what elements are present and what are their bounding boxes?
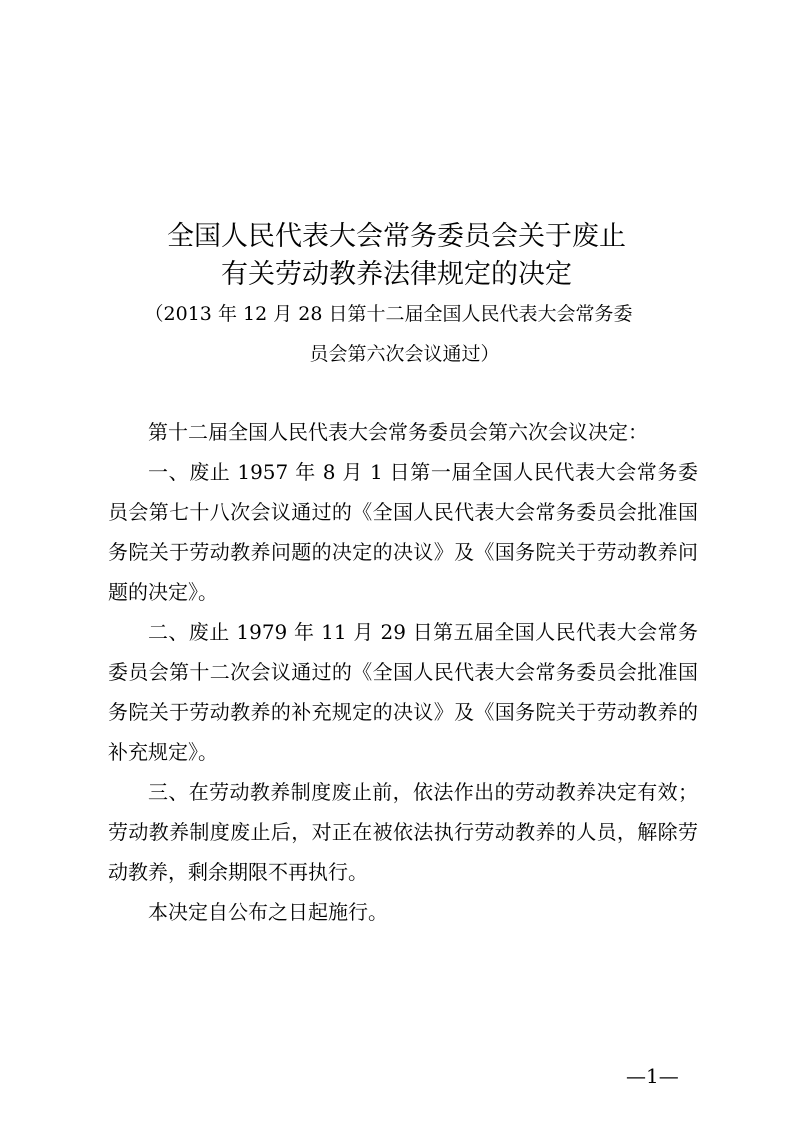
paragraph-effective-date: 本决定自公布之日起施行。 (148, 900, 388, 924)
document-title-line-1: 全国人民代表大会常务委员会关于废止 (167, 221, 626, 252)
document-title-line-2: 有关劳动教养法律规定的决定 (221, 259, 572, 290)
paragraph-item-3: 三、在劳动教养制度废止前，依法作出的劳动教养决定有效；劳动教养制度废止后，对正在被依法执行劳动教养的人员，解除劳动教养，剩余期限不再执行。 (108, 780, 698, 884)
page-number: —1— (626, 1064, 679, 1088)
document-body (108, 412, 698, 932)
paragraph-item-2: 二、废止 1979 年 11 月 29 日第五届全国人民代表大会常务委员会第十二次会议通过的《全国人民代表大会常务委员会批准国务院关于劳动教养的补充规定的决议》及《国务院关于劳动教养的补充规定》。 (108, 620, 698, 764)
adoption-note-line-1: （2013 年 12 月 28 日第十二届全国人民代表大会常务委 (144, 303, 633, 325)
adoption-note-line-2: 员会第六次会议通过） (309, 343, 500, 365)
paragraph-item-1: 一、废止 1957 年 8 月 1 日第一届全国人民代表大会常务委员会第七十八次会议通过的《全国人民代表大会常务委员会批准国务院关于劳动教养问题的决定的决议》及《国务院关于劳动教养问题的决定》。 (108, 460, 698, 604)
paragraph-preamble: 第十二届全国人民代表大会常务委员会第六次会议决定： (148, 420, 648, 444)
